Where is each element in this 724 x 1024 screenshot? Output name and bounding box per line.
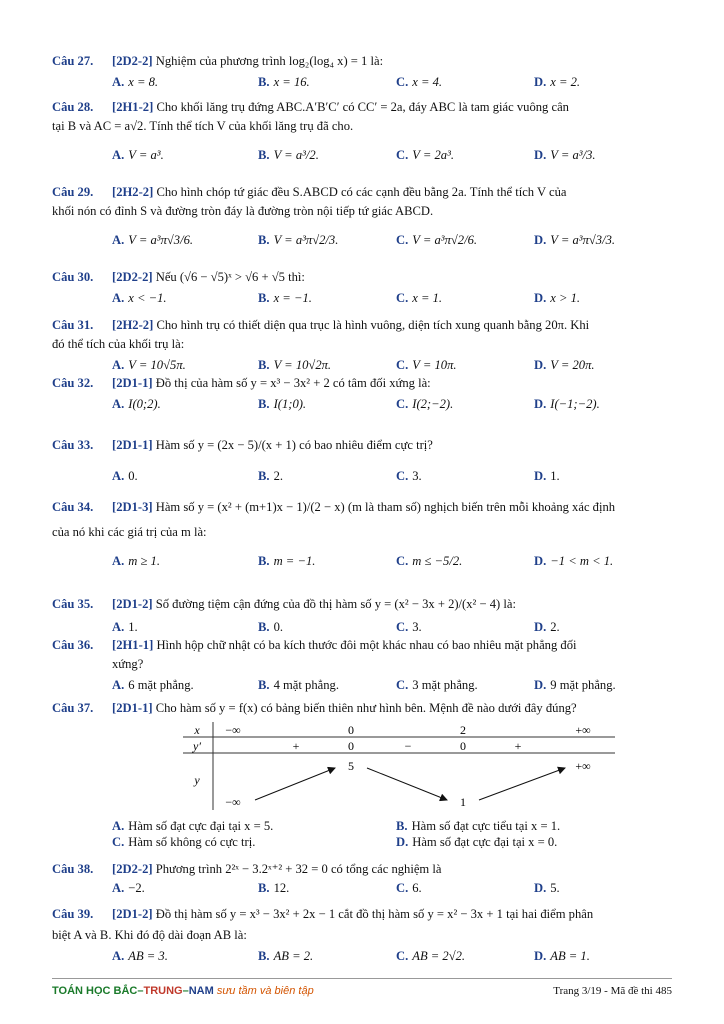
question-stem-cont: khối nón có đỉnh S và đường tròn đáy là đường tròn nội tiếp tứ giác ABCD. [52,203,434,218]
option-b[interactable]: B. AB = 2. [258,948,314,963]
question-stem-cont: đó thể tích của khối trụ là: [52,336,185,351]
question-number: Câu 30. [52,270,94,284]
x-val-2: 2 [460,723,466,737]
question-number: Câu 27. [52,54,94,68]
question-stem: Đồ thị của hàm số y = x³ − 3x² + 2 có tâm đối xứng là: [155,376,431,390]
option-d[interactable]: D. x > 1. [534,290,581,305]
question-number: Câu 33. [52,438,94,452]
arrow-down-icon [367,768,447,800]
question-stem-cont: của nó khi các giá trị của m là: [52,524,207,539]
option-b[interactable]: B. V = 10√2π. [258,357,332,372]
option-a[interactable]: A. x < −1. [112,290,167,305]
page-footer [52,978,672,997]
question-stem: Hàm số y = (2x − 5)/(x + 1) có bao nhiêu điểm cực trị? [155,438,433,452]
question-32 [52,374,672,413]
question-tag: [2H2-2] [112,185,154,199]
question-number: Câu 28. [52,100,94,114]
option-c[interactable]: C. 3. [396,619,422,634]
question-tag: [2H2-2] [112,318,154,332]
question-number: Câu 38. [52,862,94,876]
sign-zero: 0 [348,739,354,753]
option-c[interactable]: C. V = 2a³. [396,147,455,162]
sign-plus: + [514,739,522,753]
question-stem-cont: xứng? [112,656,144,671]
option-d[interactable]: D. 9 mặt phẳng. [534,677,616,692]
option-b[interactable]: B. 12. [258,880,290,895]
x-val-pos-inf: +∞ [575,723,591,737]
question-number: Câu 39. [52,907,94,921]
question-stem: Nếu (√6 − √5)ˣ > √6 + √5 thì: [155,270,305,284]
option-a[interactable]: A. 0. [112,468,138,483]
option-a[interactable]: A. 1. [112,619,138,634]
question-stem: Số đường tiệm cận đứng của đồ thị hàm số y = (x² − 3x + 2)/(x² − 4) là: [155,597,516,611]
question-stem: Nghiệm của phương trình log₂(log₄ x) = 1 là: [155,54,384,68]
option-b[interactable]: B. m = −1. [258,553,316,568]
sign-zero: 0 [460,739,466,753]
question-stem-cont: tại B và AC = a√2. Tính thể tích V của khối lăng trụ đã cho. [52,118,354,133]
question-number: Câu 29. [52,185,94,199]
question-stem: Cho hàm số y = f(x) có bảng biến thiên như hình bên. Mệnh đề nào dưới đây đúng? [155,701,577,715]
question-number: Câu 34. [52,500,94,514]
option-c[interactable]: C. m ≤ −5/2. [396,553,463,568]
question-tag: [2D1-1] [112,376,153,390]
sign-plus: + [292,739,300,753]
x-label: x [194,723,200,737]
option-a[interactable]: A. −2. [112,880,145,895]
question-number: Câu 32. [52,376,94,390]
y-max: 5 [348,759,354,773]
question-tag: [2D1-1] [112,701,153,715]
question-28 [52,98,672,164]
question-number: Câu 37. [52,701,94,715]
option-c[interactable]: C. x = 4. [396,74,443,89]
option-d[interactable]: D. x = 2. [534,74,581,89]
option-b[interactable]: B. Hàm số đạt cực tiểu tại x = 1. [396,819,561,833]
option-c[interactable]: C. 6. [396,880,422,895]
option-a[interactable]: A. m ≥ 1. [112,553,160,568]
question-stem: Cho hình trụ có thiết diện qua trục là hình vuông, diện tích xung quanh bằng 20π. Khi [156,318,590,332]
question-number: Câu 36. [52,638,94,652]
question-tag: [2D2-2] [112,270,153,284]
y-label: y [194,773,200,787]
x-val-neg-inf: −∞ [225,723,241,737]
question-34 [52,498,672,570]
page-number: Trang 3/19 - Mã đề thi 485 [553,985,672,997]
question-stem: Cho hình chóp tứ giác đều S.ABCD có các cạnh đều bằng 2a. Tính thể tích V của [156,185,567,199]
option-a[interactable]: A. V = a³. [112,147,164,162]
option-d[interactable]: D. V = a³π√3/3. [534,232,616,247]
y-pos-inf: +∞ [575,759,591,773]
option-c[interactable]: C. V = a³π√2/6. [396,232,478,247]
option-b[interactable]: B. x = 16. [258,74,310,89]
question-37 [52,699,672,718]
option-b[interactable]: B. V = a³/2. [258,147,319,162]
option-c[interactable]: C. V = 10π. [396,357,457,372]
question-number: Câu 31. [52,318,94,332]
question-tag: [2H1-1] [112,638,154,652]
option-a[interactable]: A. V = a³π√3/6. [112,232,194,247]
option-a[interactable]: A. Hàm số đạt cực đại tại x = 5. [112,819,274,833]
question-tag: [2D1-1] [112,438,153,452]
variation-table [183,722,615,812]
option-d[interactable]: D. V = 20π. [534,357,595,372]
option-a[interactable]: A. V = 10√5π. [112,357,186,372]
option-a[interactable]: A. 6 mặt phẳng. [112,677,194,692]
option-b[interactable]: B. I(1;0). [258,396,307,411]
question-tag: [2D1-2] [112,597,153,611]
option-c[interactable]: C. AB = 2√2. [396,948,466,963]
option-b[interactable]: B. 0. [258,619,284,634]
question-tag: [2H1-2] [112,100,154,114]
question-tag: [2D1-3] [112,500,153,514]
option-a[interactable]: A. AB = 3. [112,948,168,963]
option-d[interactable]: D. AB = 1. [534,948,590,963]
question-stem: Hàm số y = (x² + (m+1)x − 1)/(2 − x) (m là tham số) nghịch biến trên mỗi khoảng xác định [155,500,616,514]
arrow-up-icon [479,768,565,800]
y-min: 1 [460,795,466,809]
question-37-options [52,815,672,851]
y-neg-inf: −∞ [225,795,241,809]
option-d[interactable]: D. −1 < m < 1. [534,553,614,568]
question-31 [52,316,672,374]
option-d[interactable]: D. 1. [534,468,560,483]
yprime-label: y′ [193,739,201,753]
footer-brand: TOÁN HỌC BẮC–TRUNG–NAM sưu tầm và biên tập [52,985,314,997]
question-tag: [2D1-2] [112,907,153,921]
option-b[interactable]: B. V = a³π√2/3. [258,232,339,247]
option-d[interactable]: D. I(−1;−2). [534,396,600,411]
question-stem: Cho khối lăng trụ đứng ABC.A′B′C′ có CC′ = 2a, đáy ABC là tam giác vuông cân [156,100,569,114]
question-29 [52,183,672,249]
question-tag: [2D2-2] [112,54,153,68]
option-d[interactable]: D. 5. [534,880,560,895]
option-a[interactable]: A. x = 8. [112,74,159,89]
question-33 [52,436,672,485]
option-b[interactable]: B. 4 mặt phẳng. [258,677,339,692]
question-stem: Đồ thị hàm số y = x³ − 3x² + 2x − 1 cắt đồ thị hàm số y = x² − 3x + 1 tại hai điểm phân [155,907,594,921]
option-d[interactable]: D. V = a³/3. [534,147,596,162]
question-27 [52,52,672,91]
question-stem: Phương trình 2²ˣ − 3.2ˣ⁺² + 32 = 0 có tổng các nghiệm là [155,862,442,876]
option-d[interactable]: D. 2. [534,619,560,634]
option-b[interactable]: B. x = −1. [258,290,312,305]
option-b[interactable]: B. 2. [258,468,284,483]
question-35 [52,595,672,636]
option-a[interactable]: A. I(0;2). [112,396,161,411]
x-val-0: 0 [348,723,354,737]
option-d[interactable]: D. Hàm số đạt cực đại tại x = 0. [396,835,558,849]
option-c[interactable]: C. 3 mặt phẳng. [396,677,478,692]
arrow-up-icon [255,768,335,800]
question-38 [52,860,672,897]
question-39 [52,905,672,965]
option-c[interactable]: C. 3. [396,468,422,483]
question-stem: Hình hộp chữ nhật có ba kích thước đôi một khác nhau có bao nhiêu mặt phẳng đối [156,638,577,652]
question-number: Câu 35. [52,597,94,611]
sign-minus: − [404,739,412,753]
option-c[interactable]: C. x = 1. [396,290,443,305]
option-c[interactable]: C. I(2;−2). [396,396,454,411]
option-c[interactable]: C. Hàm số không có cực trị. [112,835,256,849]
question-30 [52,268,672,307]
question-36 [52,636,672,694]
question-tag: [2D2-2] [112,862,153,876]
question-stem-cont: biệt A và B. Khi đó độ dài đoạn AB là: [52,927,247,942]
